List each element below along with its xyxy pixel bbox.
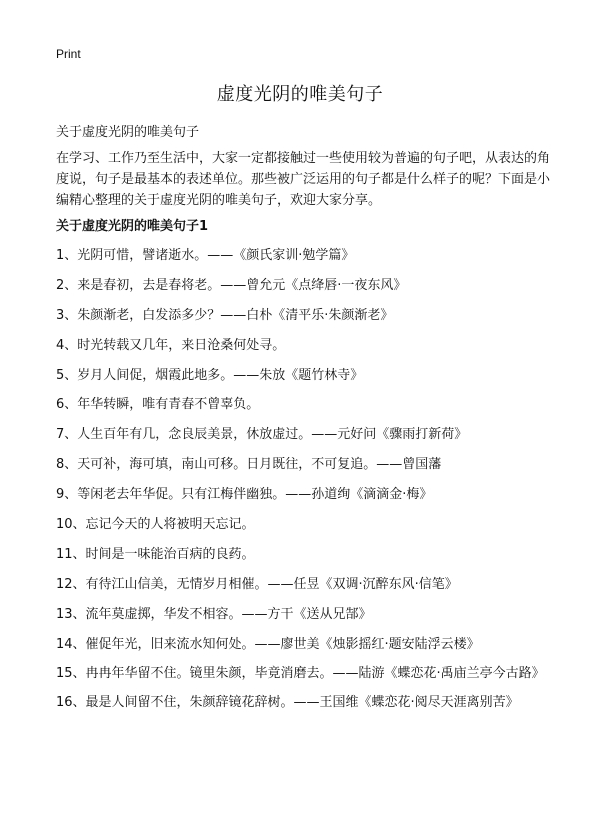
quote-item: 2、来是春初，去是春将老。——曾允元《点绛唇·一夜东风》 [56,277,407,293]
quote-item: 11、时间是一味能治百病的良药。 [56,546,255,562]
page-title: 虚度光阴的唯美句子 [216,84,384,105]
quote-item: 13、流年莫虚掷，华发不相容。——方干《送从兄郜》 [56,606,372,622]
intro-paragraph: 在学习、工作乃至生活中，大家一定都接触过一些使用较为普遍的句子吧，从表达的角度说，句子是最基本的表述单位。那些被广泛运用的句子都是什么样子的呢？下面是小编精心整理的关于虚度光阴的唯美句子，欢迎大家分享。 [56,151,551,208]
article-subtitle: 关于虚度光阴的唯美句子 [56,125,200,140]
quote-list [56,246,556,723]
quote-item: 12、有待江山信美，无情岁月相催。——任昱《双调·沉醉东风·信笔》 [56,576,458,592]
quote-item: 1、光阴可惜，譬诸逝水。——《颜氏家训·勉学篇》 [56,248,355,263]
quote-item: 14、催促年光，旧来流水知何处。——廖世美《烛影摇红·题安陆浮云楼》 [56,636,480,652]
quote-item: 6、年华转瞬，唯有青春不曾辜负。 [56,397,260,413]
quote-item: 8、天可补，海可填，南山可移。日月既往，不可复追。——曾国藩 [56,457,442,473]
quote-item: 7、人生百年有几，念良辰美景，休放虚过。——元好问《骤雨打新荷》 [56,427,468,443]
quote-item: 4、时光转载又几年，来日沧桑何处寻。 [56,337,286,353]
quote-item: 10、忘记今天的人将被明天忘记。 [56,517,255,533]
quote-item: 9、等闲老去年华促。只有江梅伴幽独。——孙道绚《滴滴金·梅》 [56,487,433,503]
section-heading: 关于虚度光阴的唯美句子1 [56,219,209,234]
print-link[interactable]: Print [56,47,81,61]
quote-item: 16、最是人间留不住，朱颜辞镜花辞树。——王国维《蝶恋花·阅尽天涯离别苦》 [56,695,519,711]
quote-item: 5、岁月人间促，烟霞此地多。——朱放《题竹林寺》 [56,367,364,383]
quote-item: 3、朱颜渐老，白发添多少？——白朴《清平乐·朱颜渐老》 [56,307,394,323]
quote-item: 15、冉冉年华留不住。镜里朱颜，毕竟消磨去。——陆游《蝶恋花·禹庙兰亭今古路》 [56,666,545,682]
